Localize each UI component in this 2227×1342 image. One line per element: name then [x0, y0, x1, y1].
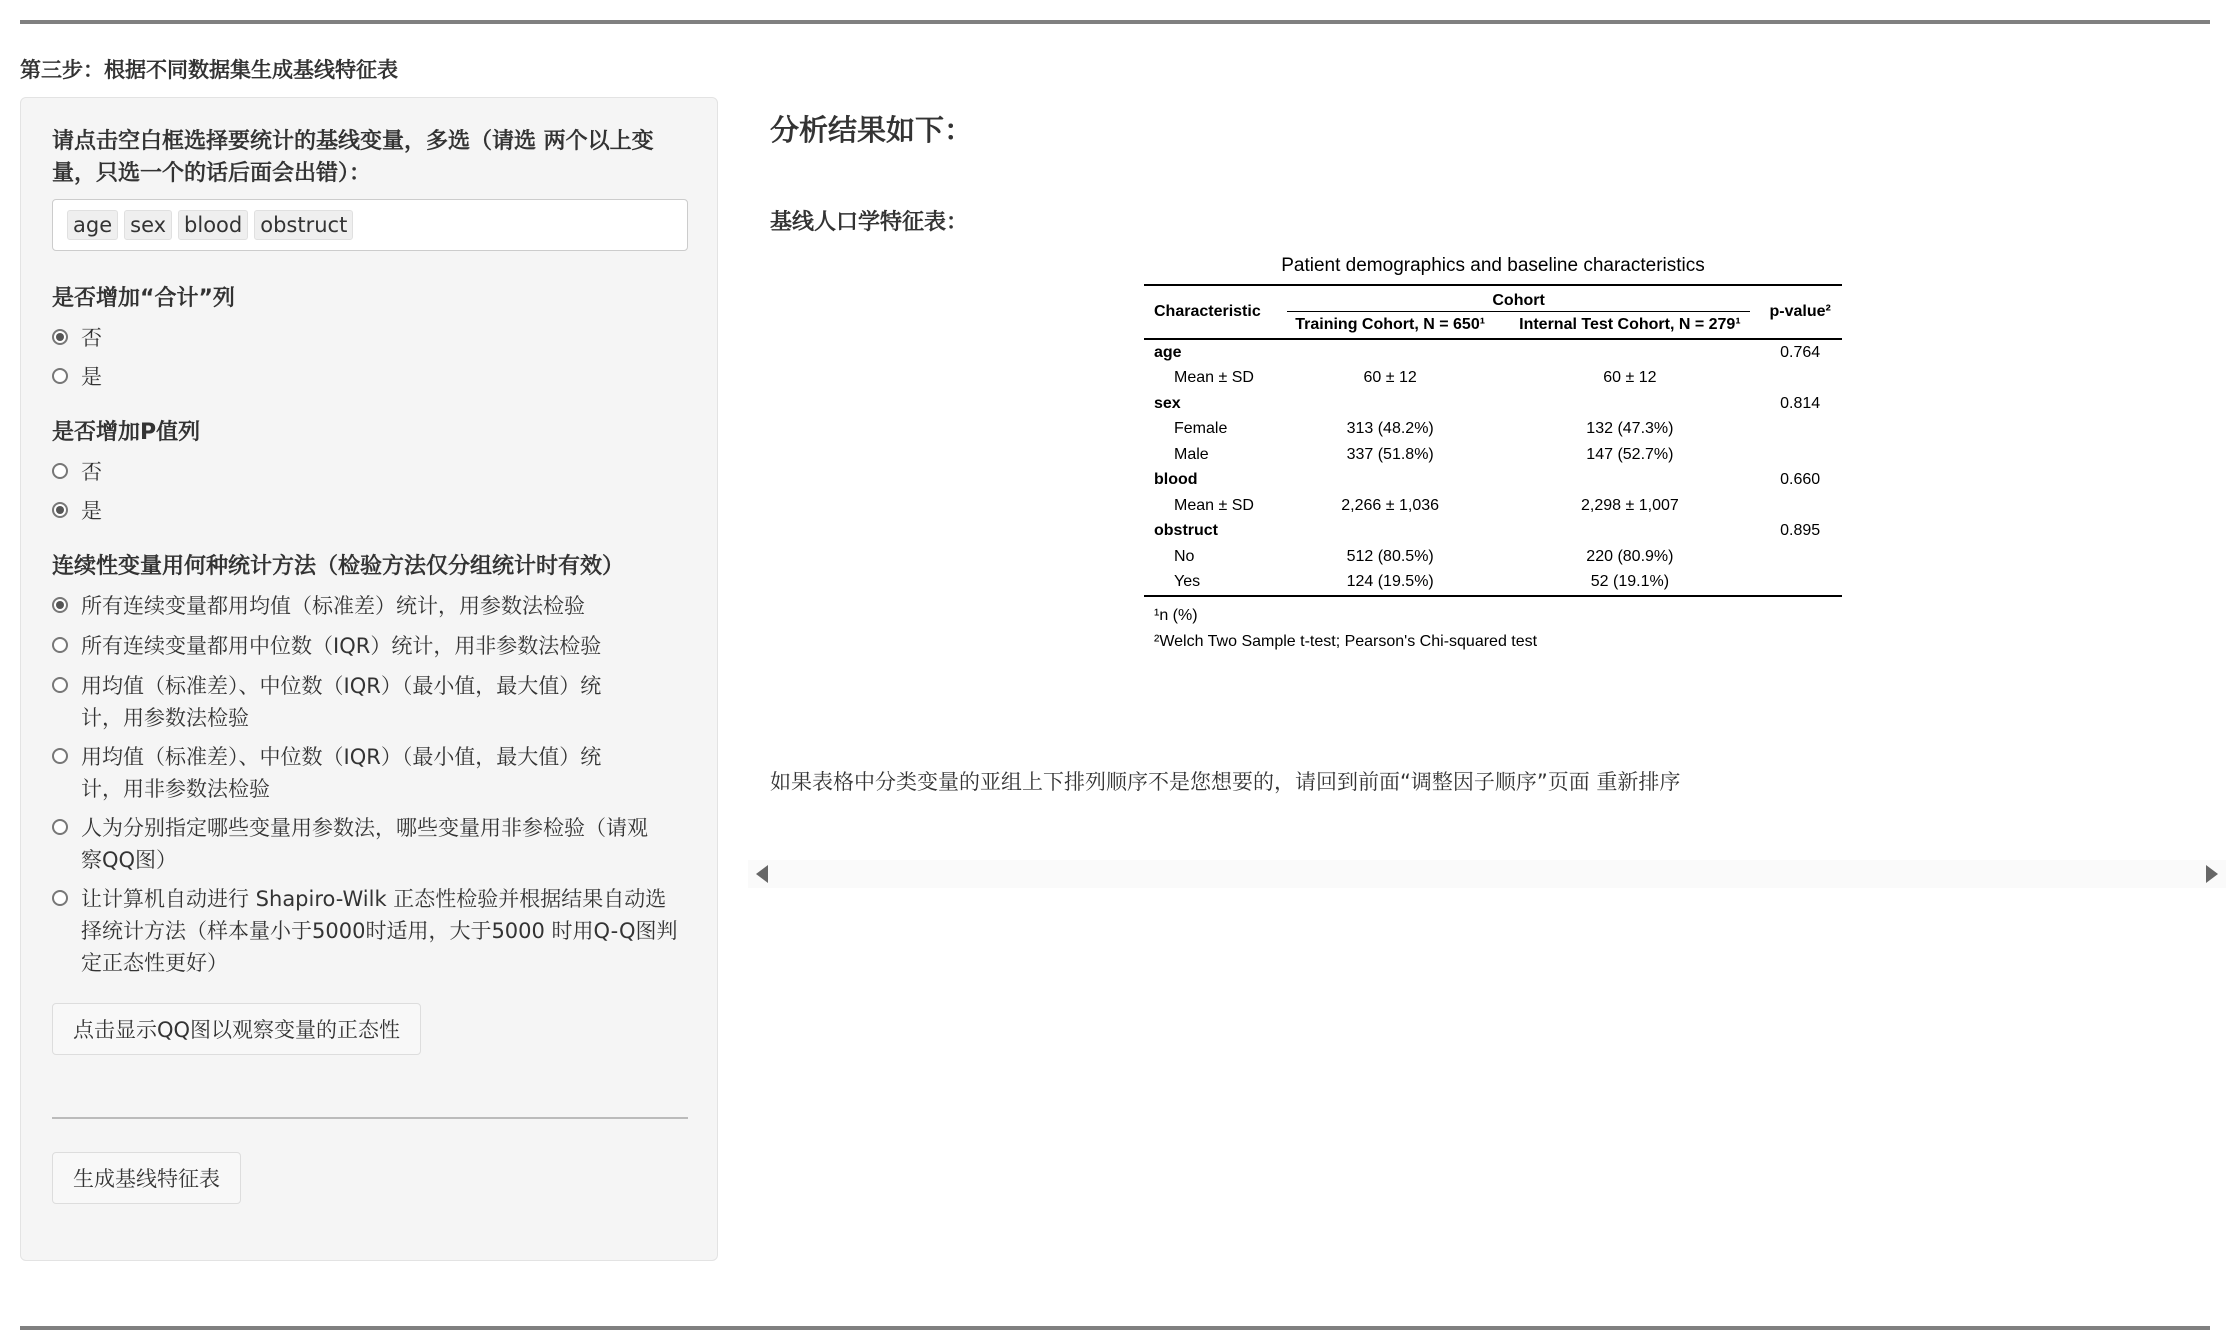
- variable-chip[interactable]: sex: [124, 210, 172, 240]
- option-label: 是: [81, 499, 102, 523]
- option-label-line: 用均值（标准差）、中位数（IQR）（最小值，最大值）统: [81, 745, 602, 769]
- variable-chip[interactable]: blood: [178, 210, 248, 240]
- option-label: 是: [81, 365, 102, 389]
- cell-training: [1279, 391, 1502, 417]
- option-label: 否: [81, 326, 102, 350]
- option-label: [81, 741, 601, 805]
- radio-icon[interactable]: [52, 502, 68, 518]
- cell-pvalue: [1758, 544, 1842, 570]
- cell-test: 2,298 ± 1,007: [1581, 496, 1679, 514]
- option-label-line: 定正态性更好）: [81, 951, 228, 975]
- header-cohort-spanner: [1279, 285, 1758, 312]
- cell-pvalue: 0.895: [1780, 522, 1821, 540]
- cell-test: 60 ± 12: [1603, 369, 1657, 387]
- table-row: [1144, 366, 1842, 392]
- option-label-line: 让计算机自动进行 Shapiro-Wilk 正态性检验并根据结果自动选: [81, 887, 667, 911]
- variables-label: [52, 126, 654, 190]
- cell-test: 52 (19.1%): [1501, 570, 1758, 597]
- row-label: Mean ± SD: [1174, 496, 1254, 514]
- cell-training: 313 (48.2%): [1346, 420, 1434, 438]
- table-row: [1144, 391, 1842, 417]
- cell-training: [1279, 519, 1502, 545]
- header-characteristic: Characteristic: [1154, 303, 1261, 320]
- method-option[interactable]: [52, 741, 692, 805]
- table-row: [1144, 339, 1842, 366]
- header-spanner-text: Cohort: [1287, 292, 1750, 312]
- option-label: [81, 670, 601, 734]
- table-heading: 基线人口学特征表：: [770, 210, 969, 235]
- table-row: [1144, 570, 1842, 597]
- row-label: Female: [1174, 420, 1228, 438]
- method-label: 连续性变量用何种统计方法（检验方法仅分组统计时有效）: [52, 554, 625, 579]
- row-label: sex: [1154, 394, 1181, 412]
- option-label: 否: [81, 460, 102, 484]
- row-label: Mean ± SD: [1174, 369, 1254, 387]
- cell-test: 132 (47.3%): [1586, 420, 1674, 438]
- cell-test: [1501, 468, 1758, 494]
- option-label: [81, 590, 585, 622]
- variables-label-line: 量，只选一个的话后面会出错）：: [52, 161, 372, 186]
- row-label: blood: [1154, 471, 1198, 489]
- pvalue-column-option-no[interactable]: [52, 456, 692, 488]
- table-header-row: [1144, 285, 1842, 312]
- cell-pvalue: [1758, 493, 1842, 519]
- total-column-label: 是否增加“合计”列: [52, 286, 235, 311]
- cell-test: 147 (52.7%): [1586, 445, 1674, 463]
- cell-training: 512 (80.5%): [1346, 547, 1434, 565]
- panel-divider: [52, 1117, 688, 1119]
- method-option[interactable]: [52, 670, 692, 734]
- variable-chip[interactable]: obstruct: [254, 210, 353, 240]
- total-column-option-yes[interactable]: [52, 361, 692, 393]
- cell-pvalue: [1758, 417, 1842, 443]
- option-label-line: 计，用参数法检验: [81, 706, 249, 730]
- total-column-option-no[interactable]: [52, 322, 692, 354]
- cell-test: [1501, 339, 1758, 366]
- option-label-line: 人为分别指定哪些变量用参数法，哪些变量用非参检验（请观: [81, 816, 648, 840]
- cell-training: 60 ± 12: [1363, 369, 1417, 387]
- baseline-table-grid: [1144, 284, 1842, 597]
- step-title: 第三步：根据不同数据集生成基线特征表: [20, 58, 398, 82]
- row-label: obstruct: [1154, 522, 1218, 540]
- radio-icon[interactable]: [52, 368, 68, 384]
- radio-icon[interactable]: [52, 819, 68, 835]
- option-label-line: 察QQ图）: [81, 848, 178, 872]
- horizontal-scrollbar[interactable]: [748, 860, 2226, 888]
- header-training-cohort: Training Cohort, N = 650¹: [1295, 316, 1486, 333]
- table-row: [1144, 544, 1842, 570]
- options-panel: [20, 97, 718, 1261]
- cell-training: 2,266 ± 1,036: [1341, 496, 1440, 514]
- cell-training: [1279, 468, 1502, 494]
- variable-chip[interactable]: age: [67, 210, 118, 240]
- top-divider: [20, 20, 2210, 24]
- radio-icon[interactable]: [52, 597, 68, 613]
- cell-pvalue: [1758, 442, 1842, 468]
- radio-icon[interactable]: [52, 637, 68, 653]
- method-option[interactable]: [52, 590, 692, 622]
- row-label: age: [1154, 343, 1182, 361]
- generate-table-button[interactable]: 生成基线特征表: [52, 1152, 241, 1204]
- cell-training: [1279, 339, 1502, 366]
- option-label-line: 所有连续变量都用中位数（IQR）统计，用非参数法检验: [81, 634, 602, 658]
- radio-icon[interactable]: [52, 748, 68, 764]
- radio-icon[interactable]: [52, 677, 68, 693]
- method-option[interactable]: [52, 812, 692, 876]
- option-label-line: 择统计方法（样本量小于5000时适用，大于5000 时用Q-Q图判: [81, 919, 678, 943]
- results-title: 分析结果如下：: [770, 113, 974, 147]
- reorder-note: 如果表格中分类变量的亚组上下排列顺序不是您想要的，请回到前面“调整因子顺序”页面 重新排序: [770, 770, 1681, 794]
- row-label: No: [1174, 547, 1195, 565]
- cell-test: [1501, 391, 1758, 417]
- scroll-right-icon[interactable]: [2206, 865, 2218, 883]
- cell-training: 124 (19.5%): [1279, 570, 1502, 597]
- option-label-line: 用均值（标准差）、中位数（IQR）（最小值，最大值）统: [81, 674, 602, 698]
- variables-label-line: 请点击空白框选择要统计的基线变量，多选（请选 两个以上变: [52, 129, 654, 154]
- pvalue-column-label: 是否增加P值列: [52, 420, 201, 445]
- pvalue-column-option-yes[interactable]: [52, 495, 692, 527]
- table-row: [1144, 417, 1842, 443]
- radio-icon[interactable]: [52, 463, 68, 479]
- option-label: [81, 630, 601, 662]
- footnote: ²Welch Two Sample t-test; Pearson's Chi-squared test: [1154, 633, 1538, 650]
- table-body: [1144, 339, 1842, 596]
- cell-pvalue: [1758, 366, 1842, 392]
- header-test-cohort: Internal Test Cohort, N = 279¹: [1519, 316, 1741, 333]
- footnote: ¹n (%): [1154, 607, 1198, 624]
- baseline-table: [1144, 252, 1842, 655]
- variables-select[interactable]: [52, 199, 688, 251]
- method-option[interactable]: [52, 630, 692, 662]
- table-row: [1144, 468, 1842, 494]
- cell-training: 337 (51.8%): [1346, 445, 1434, 463]
- table-row: [1144, 442, 1842, 468]
- cell-pvalue: 0.660: [1780, 471, 1821, 489]
- radio-icon[interactable]: [52, 890, 68, 906]
- method-option[interactable]: [52, 883, 692, 979]
- row-label: Male: [1174, 445, 1209, 463]
- table-row: [1144, 519, 1842, 545]
- show-qq-plot-button[interactable]: 点击显示QQ图以观察变量的正态性: [52, 1003, 421, 1055]
- cell-pvalue: [1758, 570, 1842, 597]
- table-footnotes: [1144, 603, 1842, 655]
- table-caption: Patient demographics and baseline characteristics: [1281, 255, 1705, 276]
- cell-test: 220 (80.9%): [1586, 547, 1674, 565]
- cell-pvalue: 0.764: [1780, 343, 1821, 361]
- header-pvalue: p-value²: [1769, 303, 1831, 320]
- row-label: Yes: [1144, 570, 1279, 597]
- table-row: [1144, 493, 1842, 519]
- option-label-line: 所有连续变量都用均值（标准差）统计，用参数法检验: [81, 594, 585, 618]
- radio-icon[interactable]: [52, 329, 68, 345]
- scroll-left-icon[interactable]: [756, 865, 768, 883]
- bottom-divider: [20, 1326, 2210, 1330]
- cell-test: [1501, 519, 1758, 545]
- option-label: [81, 883, 678, 979]
- cell-pvalue: 0.814: [1780, 394, 1821, 412]
- option-label-line: 计，用非参数法检验: [81, 777, 270, 801]
- option-label: [81, 812, 648, 876]
